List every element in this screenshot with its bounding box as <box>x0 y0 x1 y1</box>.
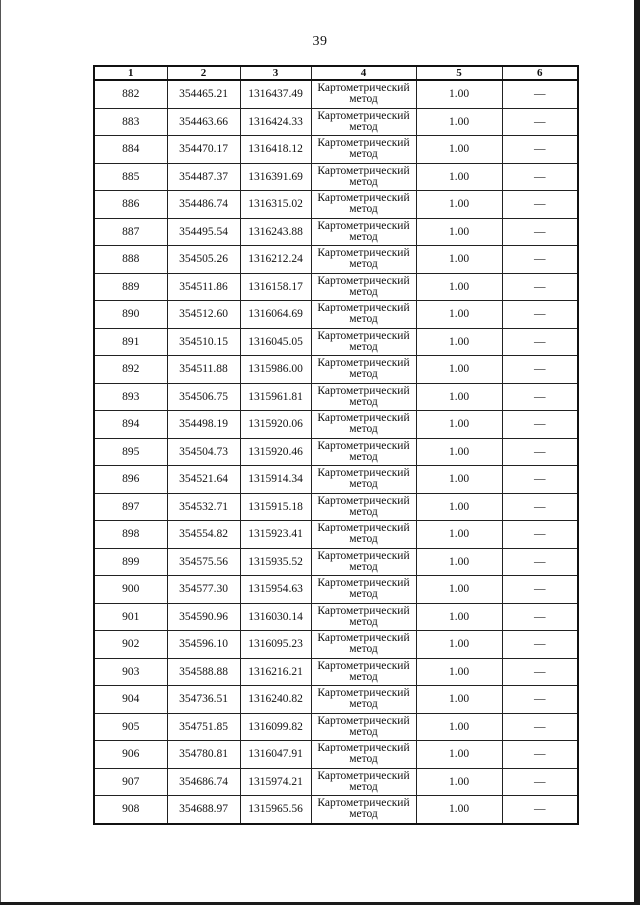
method-line-2: метод <box>349 230 378 243</box>
column-header: 4 <box>311 66 416 80</box>
precision-value: 1.00 <box>416 191 502 219</box>
y-coordinate: 1316045.05 <box>240 328 311 356</box>
note-cell: — <box>502 768 578 796</box>
x-coordinate: 354521.64 <box>167 466 240 494</box>
method-cell <box>311 356 416 384</box>
x-coordinate: 354532.71 <box>167 493 240 521</box>
method-line-1: Картометрический <box>317 522 410 535</box>
method-cell <box>311 328 416 356</box>
x-coordinate: 354486.74 <box>167 191 240 219</box>
note-cell: — <box>502 301 578 329</box>
method-cell <box>311 163 416 191</box>
point-number: 886 <box>94 191 167 219</box>
note-cell: — <box>502 356 578 384</box>
precision-value: 1.00 <box>416 301 502 329</box>
note-cell: — <box>502 136 578 164</box>
note-cell: — <box>502 741 578 769</box>
table-row <box>94 493 578 521</box>
method-line-2: метод <box>349 450 378 463</box>
y-coordinate: 1316437.49 <box>240 80 311 108</box>
table-row <box>94 521 578 549</box>
method-line-1: Картометрический <box>317 632 410 645</box>
table-row <box>94 658 578 686</box>
method-line-2: метод <box>349 148 378 161</box>
note-cell: — <box>502 548 578 576</box>
point-number: 889 <box>94 273 167 301</box>
table-row <box>94 218 578 246</box>
precision-value: 1.00 <box>416 493 502 521</box>
method-line-2: метод <box>349 698 378 711</box>
note-cell: — <box>502 796 578 824</box>
method-cell <box>311 631 416 659</box>
point-number: 896 <box>94 466 167 494</box>
method-line-2: метод <box>349 643 378 656</box>
method-line-2: метод <box>349 753 378 766</box>
point-number: 891 <box>94 328 167 356</box>
table-row <box>94 163 578 191</box>
y-coordinate: 1315920.06 <box>240 411 311 439</box>
point-number: 890 <box>94 301 167 329</box>
table-row <box>94 466 578 494</box>
x-coordinate: 354554.82 <box>167 521 240 549</box>
y-coordinate: 1316216.21 <box>240 658 311 686</box>
method-line-2: метод <box>349 203 378 216</box>
column-header: 3 <box>240 66 311 80</box>
method-cell <box>311 603 416 631</box>
y-coordinate: 1316099.82 <box>240 713 311 741</box>
method-line-2: метод <box>349 615 378 628</box>
method-cell <box>311 301 416 329</box>
y-coordinate: 1316030.14 <box>240 603 311 631</box>
method-cell <box>311 438 416 466</box>
note-cell: — <box>502 438 578 466</box>
note-cell: — <box>502 163 578 191</box>
point-number: 883 <box>94 108 167 136</box>
table-row <box>94 548 578 576</box>
method-cell <box>311 191 416 219</box>
column-header: 5 <box>416 66 502 80</box>
method-line-1: Картометрический <box>317 164 410 177</box>
method-line-2: метод <box>349 588 378 601</box>
method-line-1: Картометрический <box>317 109 410 122</box>
precision-value: 1.00 <box>416 411 502 439</box>
note-cell: — <box>502 80 578 108</box>
method-cell <box>311 246 416 274</box>
y-coordinate: 1316064.69 <box>240 301 311 329</box>
x-coordinate: 354505.26 <box>167 246 240 274</box>
note-cell: — <box>502 411 578 439</box>
point-number: 887 <box>94 218 167 246</box>
point-number: 894 <box>94 411 167 439</box>
precision-value: 1.00 <box>416 548 502 576</box>
method-line-2: метод <box>349 258 378 271</box>
y-coordinate: 1315923.41 <box>240 521 311 549</box>
note-cell: — <box>502 466 578 494</box>
method-line-2: метод <box>349 560 378 573</box>
table-row <box>94 576 578 604</box>
method-line-1: Картометрический <box>317 247 410 260</box>
method-line-1: Картометрический <box>317 357 410 370</box>
note-cell: — <box>502 191 578 219</box>
x-coordinate: 354506.75 <box>167 383 240 411</box>
method-line-1: Картометрический <box>317 687 410 700</box>
x-coordinate: 354780.81 <box>167 741 240 769</box>
precision-value: 1.00 <box>416 356 502 384</box>
method-cell <box>311 713 416 741</box>
note-cell: — <box>502 631 578 659</box>
point-number: 897 <box>94 493 167 521</box>
x-coordinate: 354510.15 <box>167 328 240 356</box>
y-coordinate: 1315974.21 <box>240 768 311 796</box>
precision-value: 1.00 <box>416 741 502 769</box>
note-cell: — <box>502 576 578 604</box>
method-line-1: Картометрический <box>317 577 410 590</box>
table-row <box>94 603 578 631</box>
method-line-2: метод <box>349 120 378 133</box>
method-line-2: метод <box>349 340 378 353</box>
point-number: 882 <box>94 80 167 108</box>
point-number: 907 <box>94 768 167 796</box>
column-header: 1 <box>94 66 167 80</box>
note-cell: — <box>502 273 578 301</box>
y-coordinate: 1315961.81 <box>240 383 311 411</box>
note-cell: — <box>502 108 578 136</box>
method-line-2: метод <box>349 533 378 546</box>
precision-value: 1.00 <box>416 631 502 659</box>
y-coordinate: 1316315.02 <box>240 191 311 219</box>
table-row <box>94 741 578 769</box>
method-line-1: Картометрический <box>317 82 410 95</box>
note-cell: — <box>502 328 578 356</box>
method-line-1: Картометрический <box>317 384 410 397</box>
method-cell <box>311 576 416 604</box>
y-coordinate: 1316418.12 <box>240 136 311 164</box>
y-coordinate: 1316243.88 <box>240 218 311 246</box>
y-coordinate: 1315914.34 <box>240 466 311 494</box>
point-number: 895 <box>94 438 167 466</box>
note-cell: — <box>502 218 578 246</box>
x-coordinate: 354487.37 <box>167 163 240 191</box>
method-line-2: метод <box>349 285 378 298</box>
note-cell: — <box>502 603 578 631</box>
point-number: 903 <box>94 658 167 686</box>
y-coordinate: 1315965.56 <box>240 796 311 824</box>
method-cell <box>311 658 416 686</box>
method-line-2: метод <box>349 780 378 793</box>
page-number: 39 <box>312 34 328 49</box>
table-row <box>94 108 578 136</box>
note-cell: — <box>502 383 578 411</box>
method-line-1: Картометрический <box>317 659 410 672</box>
method-line-1: Картометрический <box>317 797 410 810</box>
precision-value: 1.00 <box>416 768 502 796</box>
point-number: 905 <box>94 713 167 741</box>
method-line-1: Картометрический <box>317 549 410 562</box>
x-coordinate: 354511.86 <box>167 273 240 301</box>
method-line-2: метод <box>349 725 378 738</box>
x-coordinate: 354575.56 <box>167 548 240 576</box>
precision-value: 1.00 <box>416 466 502 494</box>
precision-value: 1.00 <box>416 108 502 136</box>
table-row <box>94 80 578 108</box>
method-line-1: Картометрический <box>317 604 410 617</box>
point-number: 908 <box>94 796 167 824</box>
precision-value: 1.00 <box>416 796 502 824</box>
method-line-1: Картометрический <box>317 329 410 342</box>
x-coordinate: 354498.19 <box>167 411 240 439</box>
x-coordinate: 354465.21 <box>167 80 240 108</box>
table-row <box>94 438 578 466</box>
x-coordinate: 354590.96 <box>167 603 240 631</box>
y-coordinate: 1315920.46 <box>240 438 311 466</box>
precision-value: 1.00 <box>416 163 502 191</box>
method-cell <box>311 493 416 521</box>
point-number: 902 <box>94 631 167 659</box>
table-row <box>94 273 578 301</box>
table-row <box>94 686 578 714</box>
precision-value: 1.00 <box>416 521 502 549</box>
note-cell: — <box>502 658 578 686</box>
coordinates-table <box>93 65 579 825</box>
method-line-1: Картометрический <box>317 192 410 205</box>
point-number: 898 <box>94 521 167 549</box>
y-coordinate: 1315935.52 <box>240 548 311 576</box>
x-coordinate: 354504.73 <box>167 438 240 466</box>
precision-value: 1.00 <box>416 383 502 411</box>
precision-value: 1.00 <box>416 438 502 466</box>
precision-value: 1.00 <box>416 658 502 686</box>
y-coordinate: 1316158.17 <box>240 273 311 301</box>
y-coordinate: 1315986.00 <box>240 356 311 384</box>
method-cell <box>311 383 416 411</box>
point-number: 884 <box>94 136 167 164</box>
method-cell <box>311 548 416 576</box>
point-number: 901 <box>94 603 167 631</box>
table-row <box>94 328 578 356</box>
method-cell <box>311 411 416 439</box>
point-number: 888 <box>94 246 167 274</box>
method-line-1: Картометрический <box>317 742 410 755</box>
method-line-2: метод <box>349 368 378 381</box>
point-number: 900 <box>94 576 167 604</box>
y-coordinate: 1316424.33 <box>240 108 311 136</box>
method-line-2: метод <box>349 670 378 683</box>
x-coordinate: 354470.17 <box>167 136 240 164</box>
method-line-1: Картометрический <box>317 219 410 232</box>
method-cell <box>311 521 416 549</box>
table-row <box>94 713 578 741</box>
method-cell <box>311 768 416 796</box>
method-line-2: метод <box>349 423 378 436</box>
column-header: 6 <box>502 66 578 80</box>
method-cell <box>311 108 416 136</box>
y-coordinate: 1316212.24 <box>240 246 311 274</box>
x-coordinate: 354736.51 <box>167 686 240 714</box>
method-line-2: метод <box>349 313 378 326</box>
point-number: 904 <box>94 686 167 714</box>
method-line-2: метод <box>349 395 378 408</box>
table-row <box>94 768 578 796</box>
y-coordinate: 1316391.69 <box>240 163 311 191</box>
point-number: 885 <box>94 163 167 191</box>
note-cell: — <box>502 686 578 714</box>
method-cell <box>311 466 416 494</box>
table-row <box>94 411 578 439</box>
method-line-1: Картометрический <box>317 137 410 150</box>
x-coordinate: 354588.88 <box>167 658 240 686</box>
method-line-2: метод <box>349 505 378 518</box>
x-coordinate: 354688.97 <box>167 796 240 824</box>
table-row <box>94 631 578 659</box>
method-cell <box>311 218 416 246</box>
precision-value: 1.00 <box>416 273 502 301</box>
y-coordinate: 1316095.23 <box>240 631 311 659</box>
method-line-1: Картометрический <box>317 467 410 480</box>
method-line-1: Картометрический <box>317 302 410 315</box>
method-line-1: Картометрический <box>317 412 410 425</box>
precision-value: 1.00 <box>416 713 502 741</box>
table-row <box>94 356 578 384</box>
x-coordinate: 354686.74 <box>167 768 240 796</box>
precision-value: 1.00 <box>416 576 502 604</box>
x-coordinate: 354577.30 <box>167 576 240 604</box>
note-cell: — <box>502 521 578 549</box>
x-coordinate: 354512.60 <box>167 301 240 329</box>
point-number: 892 <box>94 356 167 384</box>
method-line-2: метод <box>349 478 378 491</box>
note-cell: — <box>502 246 578 274</box>
y-coordinate: 1316240.82 <box>240 686 311 714</box>
method-line-1: Картометрический <box>317 494 410 507</box>
precision-value: 1.00 <box>416 136 502 164</box>
note-cell: — <box>502 493 578 521</box>
point-number: 893 <box>94 383 167 411</box>
precision-value: 1.00 <box>416 686 502 714</box>
method-line-2: метод <box>349 93 378 106</box>
method-line-1: Картометрический <box>317 439 410 452</box>
y-coordinate: 1316047.91 <box>240 741 311 769</box>
table-row <box>94 301 578 329</box>
precision-value: 1.00 <box>416 603 502 631</box>
x-coordinate: 354751.85 <box>167 713 240 741</box>
method-line-1: Картометрический <box>317 714 410 727</box>
point-number: 899 <box>94 548 167 576</box>
column-header: 2 <box>167 66 240 80</box>
table-row <box>94 383 578 411</box>
x-coordinate: 354596.10 <box>167 631 240 659</box>
precision-value: 1.00 <box>416 218 502 246</box>
note-cell: — <box>502 713 578 741</box>
precision-value: 1.00 <box>416 80 502 108</box>
method-cell <box>311 136 416 164</box>
method-cell <box>311 686 416 714</box>
x-coordinate: 354463.66 <box>167 108 240 136</box>
table-row <box>94 246 578 274</box>
x-coordinate: 354495.54 <box>167 218 240 246</box>
point-number: 906 <box>94 741 167 769</box>
method-cell <box>311 796 416 824</box>
table-row <box>94 191 578 219</box>
method-line-2: метод <box>349 175 378 188</box>
precision-value: 1.00 <box>416 328 502 356</box>
method-cell <box>311 80 416 108</box>
y-coordinate: 1315954.63 <box>240 576 311 604</box>
table-row <box>94 136 578 164</box>
method-line-2: метод <box>349 808 378 821</box>
precision-value: 1.00 <box>416 246 502 274</box>
table-row <box>94 796 578 824</box>
header-row <box>94 66 578 80</box>
y-coordinate: 1315915.18 <box>240 493 311 521</box>
method-line-1: Картометрический <box>317 274 410 287</box>
method-cell <box>311 273 416 301</box>
scan-edge-left <box>0 0 1 905</box>
method-line-1: Картометрический <box>317 769 410 782</box>
x-coordinate: 354511.88 <box>167 356 240 384</box>
table-body <box>94 80 578 824</box>
scan-edge-right <box>634 0 640 905</box>
method-cell <box>311 741 416 769</box>
